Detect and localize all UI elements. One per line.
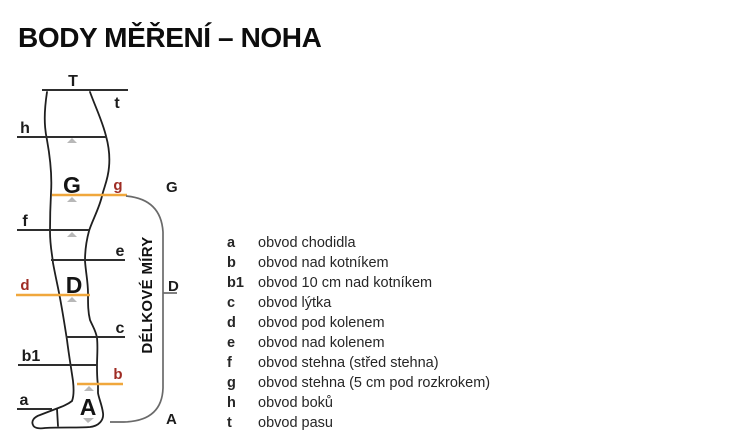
legend-row-c — [227, 293, 490, 313]
label-D: D — [65, 272, 83, 298]
legend-row-b — [227, 253, 490, 273]
marker-triangle-h — [67, 138, 77, 143]
legend-key: e — [227, 335, 236, 351]
legend-key: b1 — [227, 275, 244, 291]
label-b1: b1 — [21, 348, 41, 365]
label-f: f — [22, 213, 28, 230]
legend-row-a — [227, 233, 490, 253]
legend-row-h — [227, 393, 490, 413]
legend-key: g — [227, 375, 236, 391]
label-d: d — [20, 277, 30, 294]
legend-label: obvod nad kolenem — [258, 335, 385, 351]
legend-row-f — [227, 353, 490, 373]
label-A: A — [79, 394, 97, 420]
legend-row-g — [227, 373, 490, 393]
legend-row-e — [227, 333, 490, 353]
legend-row-t — [227, 413, 490, 433]
marker-triangle-b — [84, 386, 94, 391]
label-g: g — [113, 177, 123, 194]
legend-label: obvod stehna (5 cm pod rozkrokem) — [258, 375, 491, 391]
legend-label: obvod boků — [258, 395, 333, 411]
legend-label: obvod pod kolenem — [258, 315, 385, 331]
leg-measurement-diagram — [0, 0, 215, 441]
legend-key: a — [227, 235, 236, 251]
label-e: e — [115, 243, 125, 260]
label-a: a — [19, 392, 29, 409]
label-h: h — [20, 120, 30, 137]
legend — [227, 233, 490, 433]
legend-label: obvod lýtka — [258, 295, 332, 311]
legend-key: c — [227, 295, 236, 311]
legend-label: obvod pasu — [258, 415, 333, 431]
legend-label: obvod nad kotníkem — [258, 255, 389, 271]
label-c: c — [115, 320, 125, 337]
legend-key: d — [227, 315, 236, 331]
legend-key: f — [227, 355, 232, 371]
label-G: G — [63, 172, 81, 198]
legend-label: obvod stehna (střed stehna) — [258, 355, 439, 371]
page-title: BODY MĚŘENÍ – NOHA — [18, 22, 322, 53]
bracket-label-D: D — [168, 278, 179, 295]
bracket-label-G: G — [166, 179, 178, 196]
length-measures-caption: DÉLKOVÉ MÍRY — [139, 236, 156, 354]
legend-label: obvod 10 cm nad kotníkem — [258, 275, 433, 291]
legend-key: h — [227, 395, 236, 411]
legend-label: obvod chodidla — [258, 235, 356, 251]
label-t: t — [114, 95, 120, 112]
toe-cap-seam — [57, 409, 58, 426]
legend-key: b — [227, 255, 236, 271]
marker-triangle-f — [67, 232, 77, 237]
legend-key: t — [227, 415, 232, 431]
bracket-label-A: A — [166, 411, 177, 428]
label-T: T — [68, 73, 78, 90]
label-b: b — [113, 366, 123, 383]
legend-row-d — [227, 313, 490, 333]
legend-row-b1 — [227, 273, 490, 293]
